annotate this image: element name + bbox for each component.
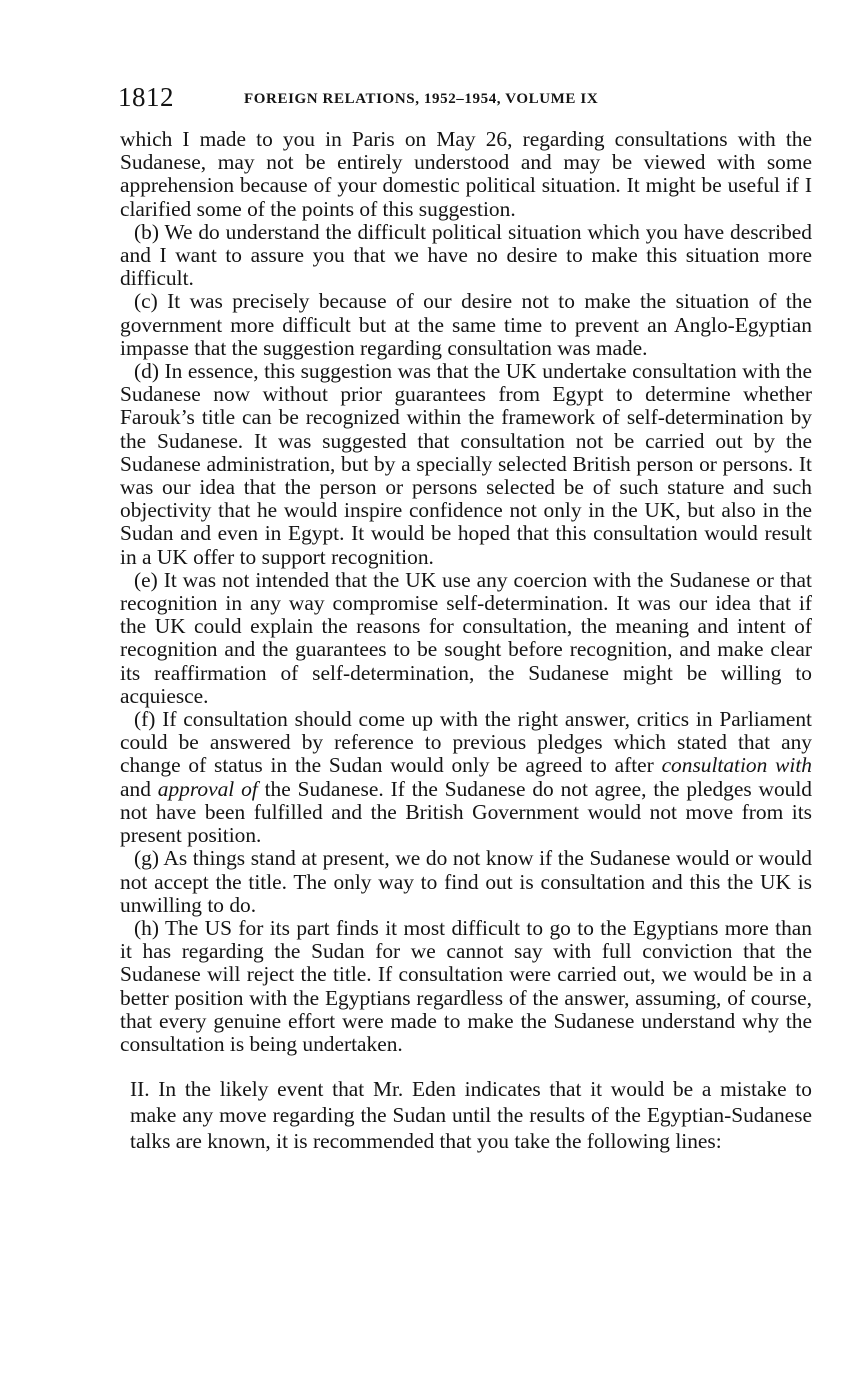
paragraph-f-italic-1: consultation with (661, 753, 812, 778)
paragraph-h: (h) The US for its part finds it most difficult to go to the Egyptians more than it has regarding the Sudan for we cannot say with full conviction that the Sudanese will reject the title. If consultation were carried out, we would be in a better position with the Egyptians regardless of the answer, assuming, of course, that every genuine effort were made to make the Sudanese understand why the consultation is being undertaken. (120, 915, 812, 1056)
paragraph-f-text-1: (f) If consultation should come up with the right answer, critics in Parliament could be answered by reference to previous pledges which stated that any change of status in the Sudan would only be agreed to after (120, 707, 812, 778)
paragraph-b: (b) We do understand the difficult political situation which you have described and I want to assure you that we have no desire to make this situation more difficult. (120, 219, 812, 291)
paragraph-c: (c) It was precisely because of our desire not to make the situation of the government more difficult but at the same time to prevent an Anglo-Egyptian impasse that the suggestion regarding consultation was made. (120, 289, 812, 360)
page-header (118, 82, 818, 122)
page-number: 1812 (118, 82, 174, 112)
paragraph-f-text-3: the Sudanese. If the Sudanese do not agree, the pledges would not have been fulfilled and the British Government would not move from its present position. (120, 776, 813, 848)
section-ii-paragraph: II. In the likely event that Mr. Eden indicates that it would be a mistake to make any move regarding the Sudan until the results of the Egyptian-Sudanese talks are known, it is recommended that you take the following lines: (130, 1077, 812, 1154)
body-text (120, 128, 812, 1154)
paragraph-f-italic-2: approval of (157, 776, 258, 801)
paragraph-d: (d) In essence, this suggestion was that the UK undertake consultation with the Sudanese now without prior guarantees from Egypt to determine whether Farouk’s title can be recognized within the framework of self-determination by the Sudanese. It was suggested that consultation not be carried out by the Sudanese administration, but by a specially selected British person or persons. It was our idea that the person or persons selected be of such stature and such objectivity that he would inspire confidence not only in the UK, but also in the Sudan and even in Egypt. It would be hoped that this consultation would result in a UK offer to support recognition. (120, 359, 812, 569)
paragraph-g: (g) As things stand at present, we do not know if the Sudanese would or would not accept the title. The only way to find out is consultation and this the UK is unwilling to do. (120, 846, 812, 917)
paragraph-e: (e) It was not intended that the UK use any coercion with the Sudanese or that recognition in any way compromise self-determination. It was our idea that if the UK could explain the reasons for consultation, the meaning and intent of recognition and the guarantees to be sought before recognition, and make clear its reaffirmation of self-determination, the Sudanese might be willing to acquiesce. (120, 567, 812, 708)
running-head: FOREIGN RELATIONS, 1952–1954, VOLUME IX (244, 91, 599, 107)
paragraph-continued: which I made to you in Paris on May 26, regarding consultations with the Sudanese, may not be entirely understood and may be viewed with some apprehension because of your domestic political situation. It might be useful if I clarified some of the points of this suggestion. (120, 127, 812, 221)
paragraph-f-text-2: and (120, 776, 158, 801)
paragraph-f (120, 708, 812, 847)
